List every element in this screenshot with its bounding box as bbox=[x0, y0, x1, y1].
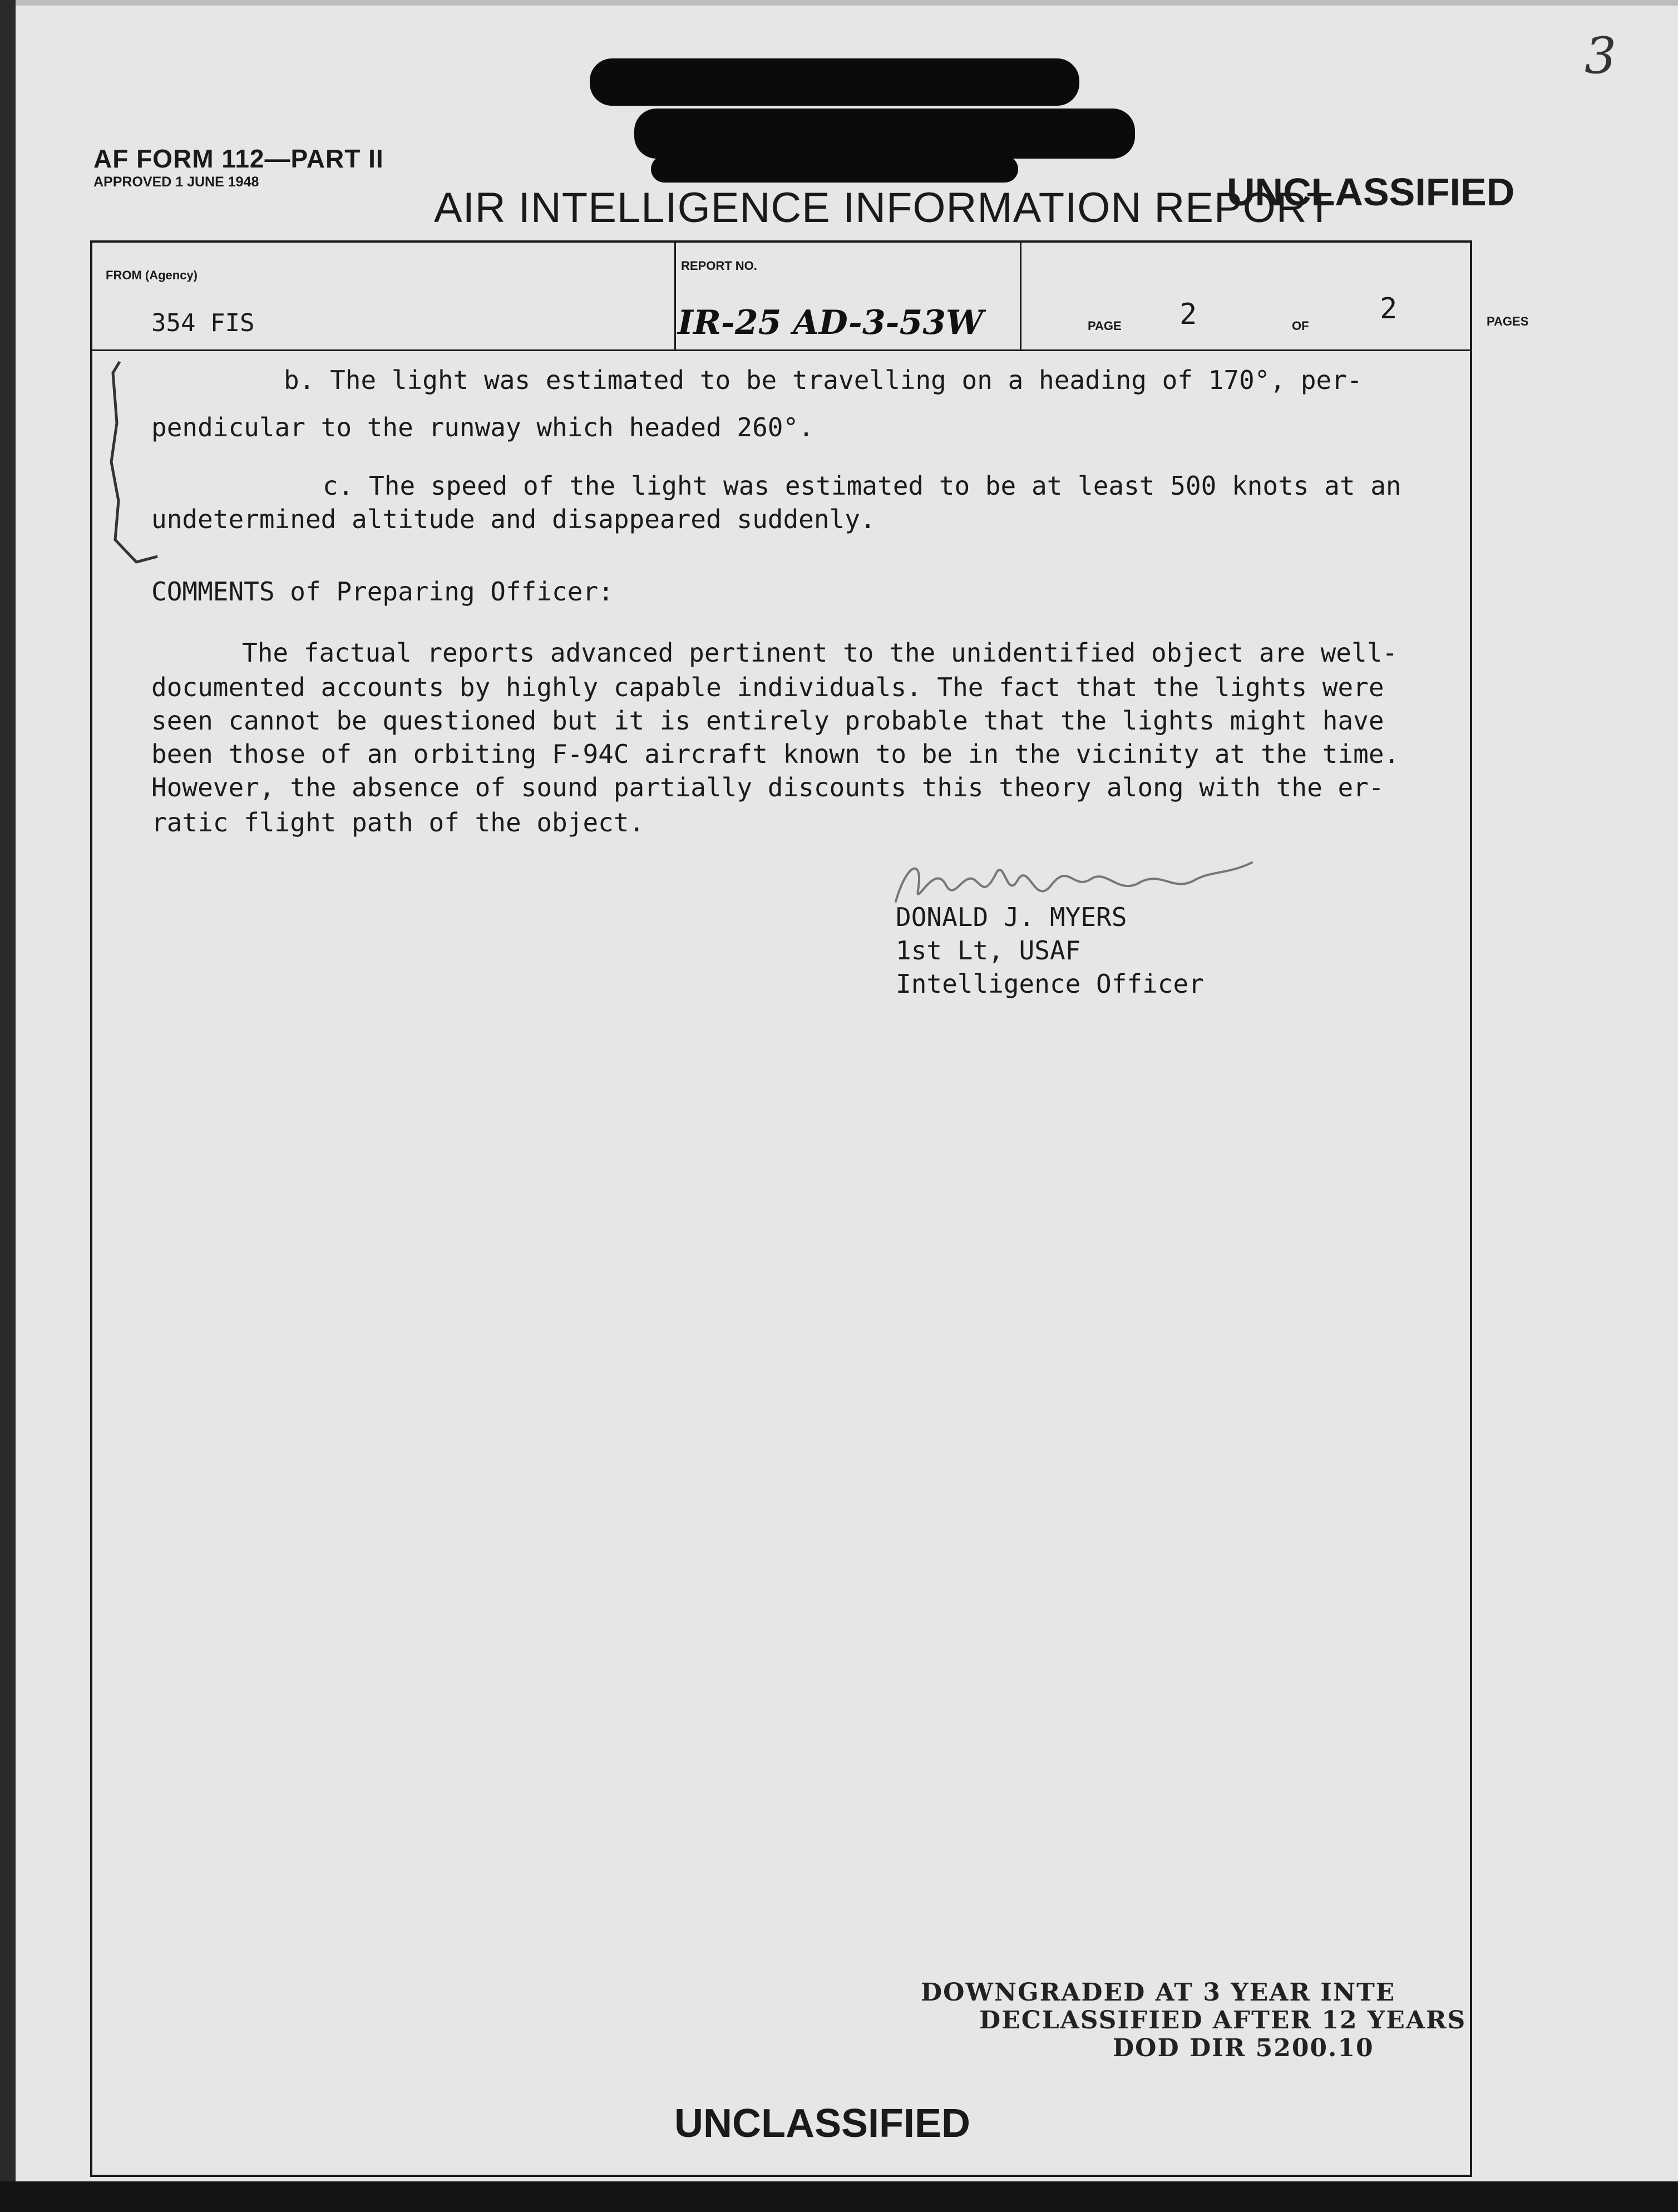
paragraph-c-line2: undetermined altitude and disappeared suddenly. bbox=[151, 504, 876, 534]
of-label: OF bbox=[1292, 319, 1309, 333]
from-agency-value: 354 FIS bbox=[151, 309, 255, 337]
header-column-divider bbox=[1020, 240, 1021, 351]
report-no-label: REPORT NO. bbox=[681, 259, 757, 273]
downgrade-stamp-line1: DOWNGRADED AT 3 YEAR INTE bbox=[921, 1978, 1396, 2007]
redaction-bar bbox=[651, 156, 1018, 183]
comments-line: been those of an orbiting F-94C aircraft known to be in the vicinity at the time. bbox=[151, 739, 1400, 769]
comments-line: However, the absence of sound partially discounts this theory along with the er- bbox=[151, 772, 1384, 802]
paragraph-b-line1: b. The light was estimated to be travelling on a heading of 170°, per- bbox=[284, 365, 1363, 395]
header-column-divider bbox=[674, 240, 676, 351]
form-approval-date: APPROVED 1 JUNE 1948 bbox=[93, 174, 259, 190]
paragraph-b-line2: pendicular to the runway which headed 260°. bbox=[151, 412, 814, 442]
signature-rank: 1st Lt, USAF bbox=[896, 935, 1081, 965]
comments-heading: COMMENTS of Preparing Officer: bbox=[151, 577, 614, 607]
handwritten-page-mark: 3 bbox=[1585, 27, 1617, 85]
margin-bracket-mark bbox=[103, 356, 159, 568]
classification-bottom: UNCLASSIFIED bbox=[674, 2101, 971, 2146]
paragraph-c-line1: c. The speed of the light was estimated to be at least 500 knots at an bbox=[323, 471, 1401, 501]
page-label: PAGE bbox=[1088, 319, 1122, 333]
scan-edge-top bbox=[0, 0, 1678, 6]
comments-line: documented accounts by highly capable individuals. The fact that the lights were bbox=[151, 672, 1384, 702]
from-agency-label: FROM (Agency) bbox=[106, 268, 198, 282]
total-pages: 2 bbox=[1380, 292, 1398, 326]
signature-title: Intelligence Officer bbox=[896, 969, 1204, 999]
signature-name: DONALD J. MYERS bbox=[896, 902, 1127, 932]
report-title: AIR INTELLIGENCE INFORMATION REPORT bbox=[434, 184, 1333, 231]
comments-line: ratic flight path of the object. bbox=[151, 807, 645, 837]
comments-line: seen cannot be questioned but it is entirely probable that the lights might have bbox=[151, 706, 1384, 736]
page-number: 2 bbox=[1179, 298, 1197, 331]
downgrade-stamp-line2: DECLASSIFIED AFTER 12 YEARS bbox=[979, 2006, 1467, 2034]
classification-top: UNCLASSIFIED bbox=[1227, 170, 1515, 214]
redaction-bar bbox=[634, 109, 1135, 159]
pages-label: PAGES bbox=[1487, 314, 1529, 328]
form-id: AF FORM 112—PART II bbox=[93, 144, 384, 173]
header-divider bbox=[90, 349, 1472, 351]
downgrade-stamp-line3: DOD DIR 5200.10 bbox=[1113, 2034, 1374, 2062]
scan-edge-bottom bbox=[0, 2181, 1678, 2212]
comments-line: The factual reports advanced pertinent to the unidentified object are well- bbox=[242, 638, 1398, 668]
report-no-value: IR-25 AD-3-53W bbox=[678, 303, 984, 342]
redaction-bar bbox=[590, 58, 1079, 106]
scan-edge-left bbox=[0, 0, 16, 2212]
